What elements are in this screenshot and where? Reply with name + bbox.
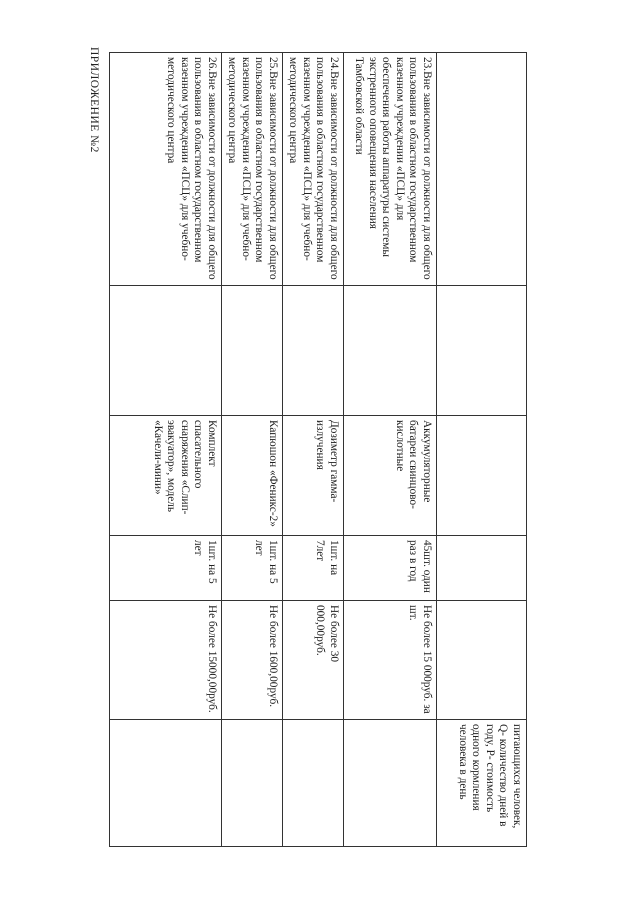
cell-blank	[222, 720, 283, 847]
cell-blank	[110, 286, 222, 416]
cell-price: Не более 30 000,00руб.	[283, 601, 344, 720]
cell-price: Не более 1600,00руб.	[222, 601, 283, 720]
appendix-label: ПРИЛОЖЕНИЕ №2	[88, 47, 100, 153]
table-row	[222, 53, 283, 847]
table-row	[283, 53, 344, 847]
cell-description	[437, 53, 527, 286]
cell-quantity: 1шт. на 7лет	[283, 536, 344, 601]
cell-item: Дозиметр гамма-излучения	[283, 416, 344, 536]
cell-blank	[283, 286, 344, 416]
cell-quantity: 1шт. на 5 лет	[110, 536, 222, 601]
cell-description: 24.Вне зависимости от должности для общего пользования в областном государственном казенном учреждении «ПСЦ» для учебно-методического центра	[283, 53, 344, 286]
cell-formula-note: питающихся человек, Q- количество дней в году, P- стоимость одного кормления человека в день	[437, 720, 527, 847]
cell-item: Капюшон «Феникс-2»	[222, 416, 283, 536]
cell-blank	[344, 286, 437, 416]
cell-price: Не более 15 000руб. за шт.	[344, 601, 437, 720]
cell-description: 25.Вне зависимости от должности для общего пользования в областном государственном казенном учреждении «ПСЦ» для учебно-методического центра	[222, 53, 283, 286]
cell-description: 26.Вне зависимости от должности для общего пользования в областном государственном казенном учреждении «ПСЦ» для учебно-методического центра	[110, 53, 222, 286]
cell-blank	[344, 720, 437, 847]
cell-blank	[437, 416, 527, 536]
cell-blank	[437, 601, 527, 720]
cell-blank	[437, 536, 527, 601]
cell-description: 23.Вне зависимости от должности для общего пользования в областном государственном казенном учреждении «ПСЦ» для обеспечения работы аппаратуры системы экстренного оповещения населения Тамбовской области	[344, 53, 437, 286]
cell-price: Не более 15000,00руб.	[110, 601, 222, 720]
cell-blank	[222, 286, 283, 416]
table-row	[437, 53, 527, 847]
cell-blank	[283, 720, 344, 847]
cell-blank	[110, 720, 222, 847]
cell-item: Аккумуляторные батареи свинцово-кислотные	[344, 416, 437, 536]
requirements-table	[109, 52, 527, 847]
table-row	[344, 53, 437, 847]
cell-item: Комплект спасательного снаряжения «Слип-эвакуатор», модель «Качели-мини»	[110, 416, 222, 536]
cell-quantity: 1шт. на 5 лет	[222, 536, 283, 601]
cell-quantity: 45шт. один раз в год	[344, 536, 437, 601]
cell-blank	[437, 286, 527, 416]
table-row	[110, 53, 222, 847]
